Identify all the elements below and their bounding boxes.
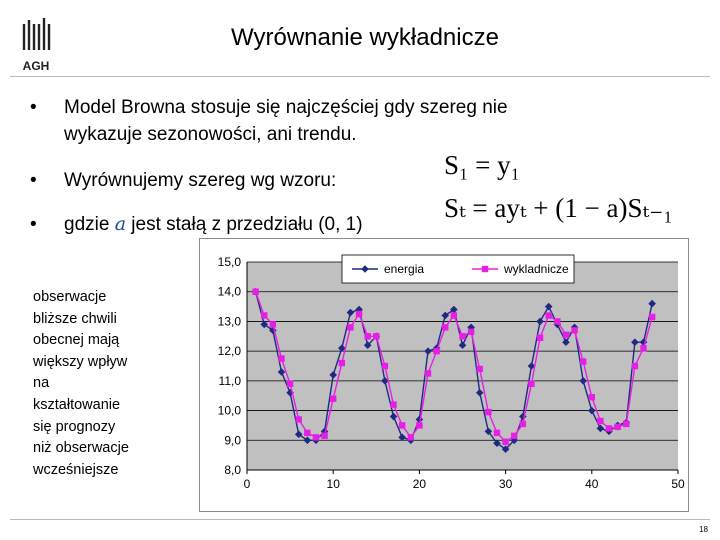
logo-text: AGH	[22, 59, 50, 73]
x-tick-label: 10	[326, 477, 340, 491]
data-point-wykladnicze	[270, 321, 276, 327]
y-tick-label: 10,0	[217, 403, 241, 418]
x-tick-label: 30	[498, 477, 513, 491]
data-point-wykladnicze	[502, 439, 508, 445]
data-point-wykladnicze	[459, 333, 465, 339]
data-point-wykladnicze	[296, 416, 302, 422]
data-point-wykladnicze	[511, 433, 517, 439]
data-point-wykladnicze	[278, 355, 284, 361]
side-note-line: się prognozy	[33, 418, 116, 435]
data-point-wykladnicze	[649, 314, 655, 320]
side-note-line: większy wpływ	[33, 353, 128, 370]
footer-divider	[10, 519, 710, 520]
y-tick-label: 15,0	[217, 255, 241, 269]
x-tick-label: 20	[412, 477, 427, 491]
data-point-wykladnicze	[589, 394, 595, 400]
data-point-wykladnicze	[580, 358, 586, 364]
data-point-wykladnicze	[597, 418, 603, 424]
formula-initial: S₁ = y₁	[444, 150, 521, 180]
side-note-line: kształtowanie	[33, 396, 121, 413]
data-point-wykladnicze	[520, 421, 526, 427]
legend-marker-wykladnicze	[482, 266, 488, 272]
data-point-wykladnicze	[546, 312, 552, 318]
data-point-wykladnicze	[304, 430, 310, 436]
legend-label-energia: energia	[384, 262, 425, 276]
page-number: 18	[699, 525, 708, 534]
x-tick-label: 50	[671, 477, 685, 491]
side-note-line: niż obserwacje	[33, 440, 129, 457]
data-point-wykladnicze	[485, 409, 491, 415]
side-note-line: obserwacje	[33, 289, 107, 305]
data-point-wykladnicze	[321, 433, 327, 439]
bullet-dot: •	[30, 170, 37, 191]
data-point-wykladnicze	[390, 401, 396, 407]
data-point-wykladnicze	[347, 324, 353, 330]
side-note-line: obecnej mają	[33, 332, 120, 349]
data-point-wykladnicze	[606, 425, 612, 431]
data-point-wykladnicze	[330, 395, 336, 401]
variable-a: a	[114, 213, 127, 235]
data-point-wykladnicze	[640, 345, 646, 351]
bullet-2-text: Wyrównujemy szereg wg wzoru:	[64, 170, 337, 191]
bullet-dot: •	[30, 214, 37, 235]
data-point-wykladnicze	[373, 333, 379, 339]
y-tick-label: 9,0	[224, 433, 241, 448]
data-point-wykladnicze	[356, 311, 362, 317]
data-point-wykladnicze	[408, 434, 414, 440]
data-point-wykladnicze	[287, 381, 293, 387]
side-note-line: wcześniejsze	[33, 461, 119, 478]
y-tick-label: 8,0	[224, 463, 241, 477]
data-point-wykladnicze	[451, 312, 457, 318]
x-tick-label: 0	[243, 477, 251, 491]
y-tick-label: 12,0	[217, 344, 241, 359]
data-point-wykladnicze	[313, 434, 319, 440]
data-point-wykladnicze	[477, 366, 483, 372]
y-tick-label: 14,0	[217, 284, 241, 299]
slide-title: Wyrównanie wykładnicze	[231, 24, 499, 51]
side-note-line: na	[33, 375, 50, 392]
data-point-wykladnicze	[433, 348, 439, 354]
data-point-wykladnicze	[537, 335, 543, 341]
bullet-3-text: gdzie a jest stałą z przedziału (0, 1)	[64, 213, 363, 235]
formula-recursive: Sₜ = ayₜ + (1 − a)Sₜ₋₁	[444, 193, 673, 223]
bullet-1-line-1: Model Browna stosuje się najczęściej gdy szereg nie	[64, 97, 508, 118]
data-point-wykladnicze	[632, 363, 638, 369]
bullet-dot: •	[30, 97, 37, 118]
data-point-wykladnicze	[261, 312, 267, 318]
y-tick-label: 11,0	[218, 373, 241, 388]
bullet-1-line-2: wykazuje sezonowości, ani trendu.	[64, 124, 357, 145]
data-point-wykladnicze	[364, 333, 370, 339]
title-divider	[10, 76, 710, 77]
side-note-line: bliższe chwili	[33, 310, 117, 327]
data-point-wykladnicze	[425, 370, 431, 376]
data-point-wykladnicze	[563, 332, 569, 338]
data-point-wykladnicze	[494, 430, 500, 436]
data-point-wykladnicze	[614, 424, 620, 430]
data-point-wykladnicze	[416, 422, 422, 428]
legend-label-wykladnicze: wykladnicze	[504, 262, 569, 276]
data-point-wykladnicze	[468, 329, 474, 335]
data-point-wykladnicze	[339, 360, 345, 366]
data-point-wykladnicze	[382, 363, 388, 369]
line-chart	[200, 239, 688, 511]
data-point-wykladnicze	[623, 421, 629, 427]
plot-area	[247, 262, 678, 470]
data-point-wykladnicze	[554, 318, 560, 324]
x-tick-label: 40	[585, 477, 599, 491]
data-point-wykladnicze	[528, 381, 534, 387]
data-point-wykladnicze	[442, 324, 448, 330]
data-point-wykladnicze	[252, 289, 258, 295]
chart-frame	[199, 238, 689, 512]
data-point-wykladnicze	[399, 422, 405, 428]
data-point-wykladnicze	[571, 327, 577, 333]
y-tick-label: 13,0	[217, 314, 241, 329]
side-note	[33, 287, 153, 481]
